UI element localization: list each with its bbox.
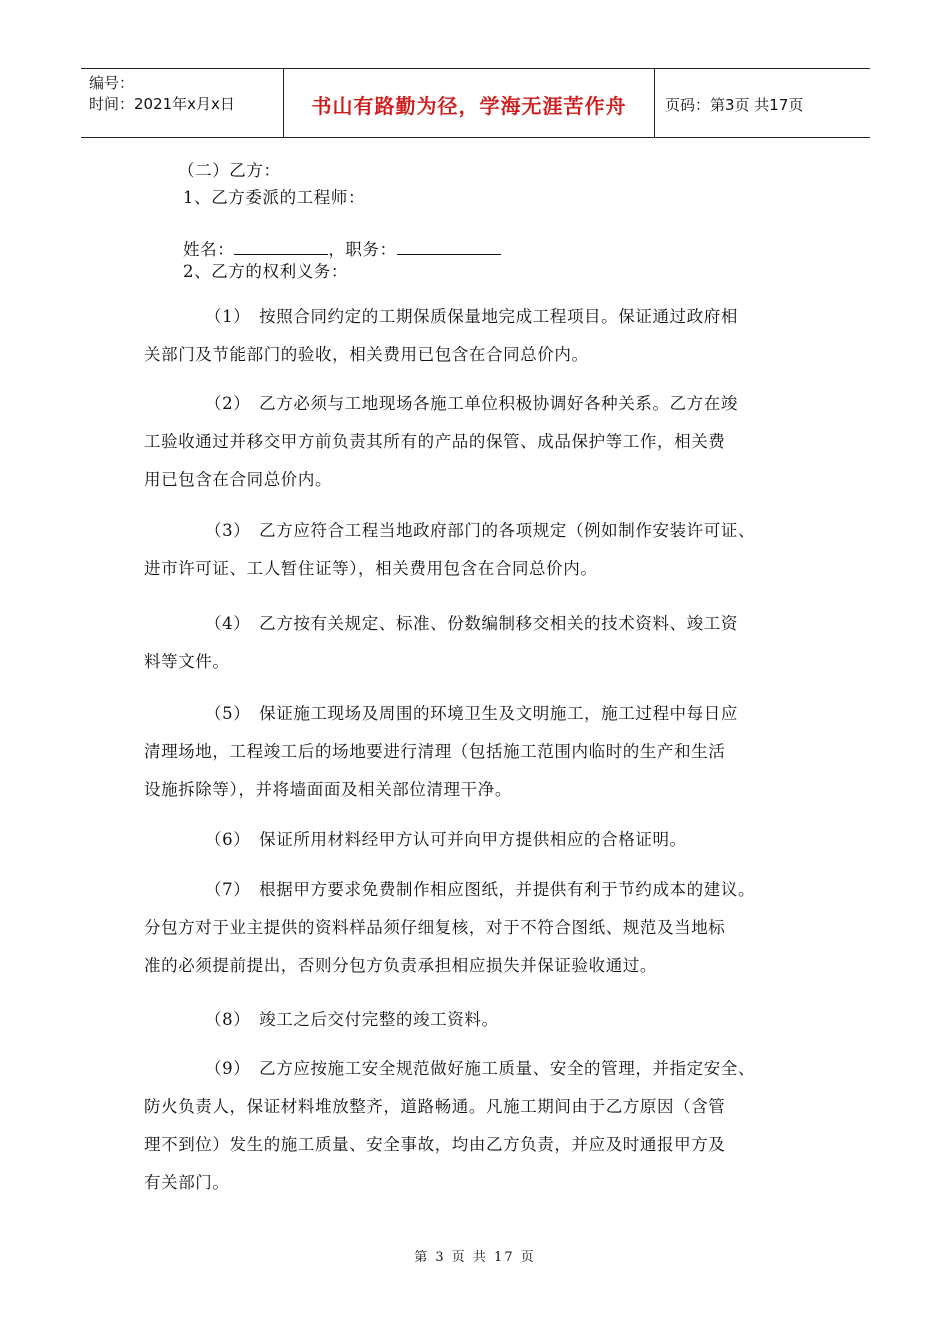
item-rights-heading: 2、乙方的权利义务： [183, 262, 348, 281]
paragraph-line: （7） 根据甲方要求免费制作相应图纸，并提供有利于节约成本的建议。 [205, 880, 756, 899]
paragraph-line: 分包方对于业主提供的资料样品须仔细复核，对于不符合图纸、规范及当地标 [144, 918, 726, 937]
paragraph-line: （3） 乙方应符合工程当地政府部门的各项规定（例如制作安装许可证、 [205, 521, 756, 540]
paragraph-line: 准的必须提前提出，否则分包方负责承担相应损失并保证验收通过。 [144, 956, 657, 975]
paragraph-line: （1） 按照合同约定的工期保质保量地完成工程项目。保证通过政府相 [205, 307, 738, 326]
engineer-fields [183, 236, 501, 261]
page-footer: 第 3 页 共 17 页 [414, 1250, 536, 1265]
header-meta [81, 69, 283, 137]
paragraph-line: 理不到位）发生的施工质量、安全事故，均由乙方负责，并应及时通报甲方及 [144, 1135, 726, 1154]
paragraph-line: （8） 竣工之后交付完整的竣工资料。 [205, 1010, 499, 1029]
header-motto: 书山有路勤为径，学海无涯苦作舟 [283, 69, 655, 137]
paragraph-line: 清理场地，工程竣工后的场地要进行清理（包括施工范围内临时的生产和生活 [144, 742, 726, 761]
paragraph-line: 进市许可证、工人暂住证等），相关费用包含在合同总价内。 [144, 559, 598, 578]
document-number-label: 编号： [89, 74, 135, 92]
page-header [81, 68, 870, 138]
paragraph-line: 防火负责人，保证材料堆放整齐，道路畅通。凡施工期间由于乙方原因（含管 [144, 1097, 726, 1116]
item-engineer-heading: 1、乙方委派的工程师： [183, 188, 366, 207]
section-title: （二）乙方： [178, 161, 281, 180]
paragraph-line: 有关部门。 [144, 1173, 230, 1192]
paragraph-line: 料等文件。 [144, 652, 230, 671]
paragraph-line: 关部门及节能部门的验收，相关费用已包含在合同总价内。 [144, 345, 589, 364]
name-label: 姓名： [183, 240, 235, 259]
header-page-label: 页码：第3页 共17页 [665, 95, 804, 114]
paragraph-line: 用已包含在合同总价内。 [144, 470, 333, 489]
document-date-label: 时间：2021年x月x日 [89, 95, 235, 113]
paragraph-line: （6） 保证所用材料经甲方认可并向甲方提供相应的合格证明。 [205, 830, 687, 849]
title-blank [397, 236, 501, 255]
paragraph-line: （2） 乙方必须与工地现场各施工单位积极协调好各种关系。乙方在竣 [205, 394, 738, 413]
title-label: ，职务： [328, 240, 397, 259]
paragraph-line: 设施拆除等），并将墙面面及相关部位清理干净。 [144, 780, 512, 799]
paragraph-line: 工验收通过并移交甲方前负责其所有的产品的保管、成品保护等工作，相关费 [144, 432, 726, 451]
paragraph-line: （9） 乙方应按施工安全规范做好施工质量、安全的管理，并指定安全、 [205, 1059, 756, 1078]
name-blank [234, 236, 328, 255]
paragraph-line: （5） 保证施工现场及周围的环境卫生及文明施工，施工过程中每日应 [205, 704, 738, 723]
paragraph-line: （4） 乙方按有关规定、标准、份数编制移交相关的技术资料、竣工资 [205, 614, 738, 633]
